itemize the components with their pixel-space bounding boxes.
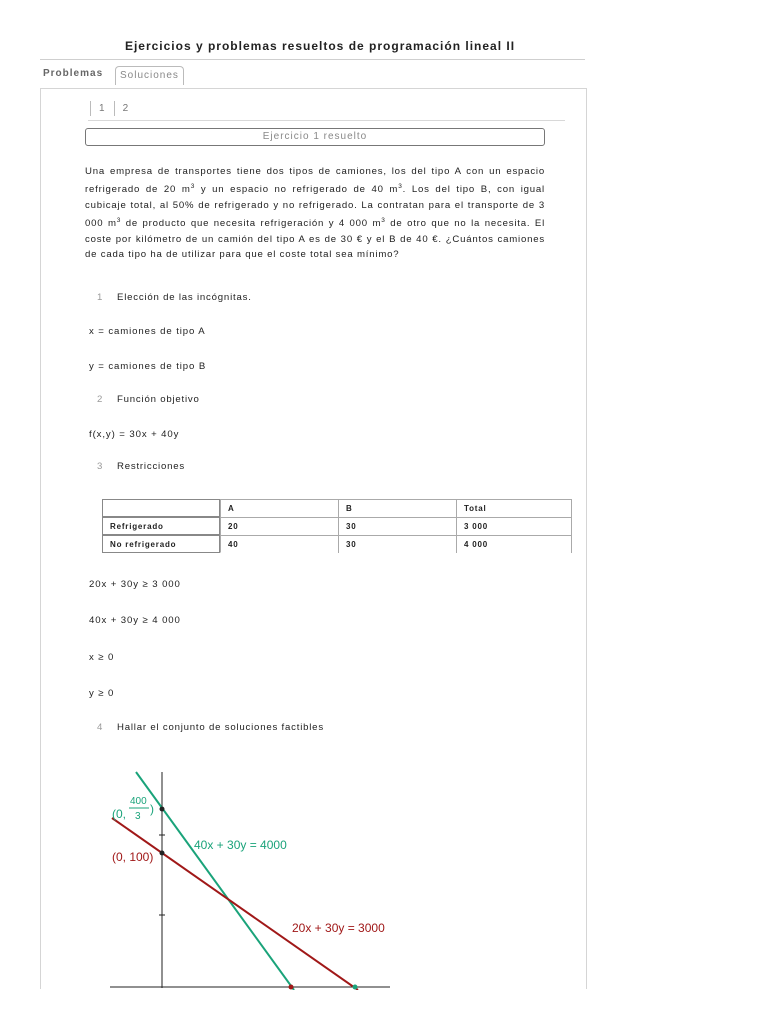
constraint-2: 40x + 30y ≥ 4 000	[89, 615, 181, 626]
y-definition: y = camiones de tipo B	[89, 361, 207, 372]
table-cell: B	[338, 499, 456, 517]
step-number: 1	[97, 292, 104, 303]
data-table	[102, 499, 572, 553]
table-cell: A	[220, 499, 338, 517]
step-2	[97, 394, 200, 405]
step-number: 4	[97, 722, 104, 733]
table-cell: Total	[456, 499, 572, 517]
x-intercept-green	[289, 985, 294, 990]
table-cell: 3 000	[456, 517, 572, 535]
step-label: Restricciones	[117, 461, 185, 472]
table-cell: 30	[338, 517, 456, 535]
page-title: Ejercicios y problemas resueltos de programación lineal II	[124, 39, 516, 53]
table-header-row	[102, 499, 572, 517]
step-label: Elección de las incógnitas.	[117, 292, 252, 303]
table-cell: No refrigerado	[102, 535, 220, 553]
step-4	[97, 722, 324, 733]
constraint-4: y ≥ 0	[89, 688, 115, 699]
table-cell: 4 000	[456, 535, 572, 553]
step-label: Hallar el conjunto de soluciones factibles	[117, 722, 324, 733]
step-number: 2	[97, 394, 104, 405]
x-intercept-red	[353, 985, 358, 990]
page-link-2[interactable]: 2	[114, 101, 138, 116]
title-divider	[40, 59, 585, 60]
page-link-1[interactable]: 1	[90, 101, 114, 116]
x-definition: x = camiones de tipo A	[89, 326, 206, 337]
green-line-label: 40x + 30y = 4000	[194, 838, 287, 852]
green-constraint-line	[136, 772, 294, 990]
constraint-1: 20x + 30y ≥ 3 000	[89, 579, 181, 590]
red-line-label: 20x + 30y = 3000	[292, 921, 385, 935]
objective-function: f(x,y) = 30x + 40y	[89, 429, 180, 440]
feasible-region-graph	[100, 760, 400, 990]
point-label-top-suffix: )	[150, 802, 154, 816]
table-cell: 30	[338, 535, 456, 553]
pager-divider	[88, 120, 565, 121]
tab-soluciones[interactable]: Soluciones	[115, 66, 184, 85]
tab-problemas[interactable]: Problemas	[43, 68, 104, 79]
exercise-header[interactable]: Ejercicio 1 resuelto	[85, 128, 545, 146]
point-label-mid: (0, 100)	[112, 850, 154, 864]
table-cell: Refrigerado	[102, 517, 220, 535]
problem-statement: Una empresa de transportes tiene dos tipos de camiones, los del tipo A con un espacio refrigerado de 20 $m^3$ y un espacio no refrigerado de 40 $m^3$. Los del tipo B, con igual cubicaje total, al 50% de refrigerado y no refrigerado. La contratan para el transporte de 3 000 $m^3$ de producto que necesita refrigeración y 4 000 $m^3$ de otro que no la necesita. El coste por kilómetro de un camión del tipo A es de 30 € y el B de 40 €. ¿Cuántos camiones de cada tipo ha de utilizar para que el coste total sea mínimo?	[85, 166, 545, 261]
step-number: 3	[97, 461, 104, 472]
step-1	[97, 292, 252, 303]
point-label-top-prefix: (0,	[112, 807, 127, 821]
pagination	[90, 101, 137, 116]
point-label-top-numerator: 400	[130, 796, 147, 807]
intercept-point-top	[160, 807, 165, 812]
point-label-top-denominator: 3	[135, 811, 141, 822]
intercept-point-mid	[160, 851, 165, 856]
constraint-3: x ≥ 0	[89, 652, 115, 663]
table-cell: 20	[220, 517, 338, 535]
step-label: Función objetivo	[117, 394, 200, 405]
table-row	[102, 517, 572, 535]
table-cell	[102, 499, 220, 517]
table-cell: 40	[220, 535, 338, 553]
step-3	[97, 461, 185, 472]
table-row	[102, 535, 572, 553]
